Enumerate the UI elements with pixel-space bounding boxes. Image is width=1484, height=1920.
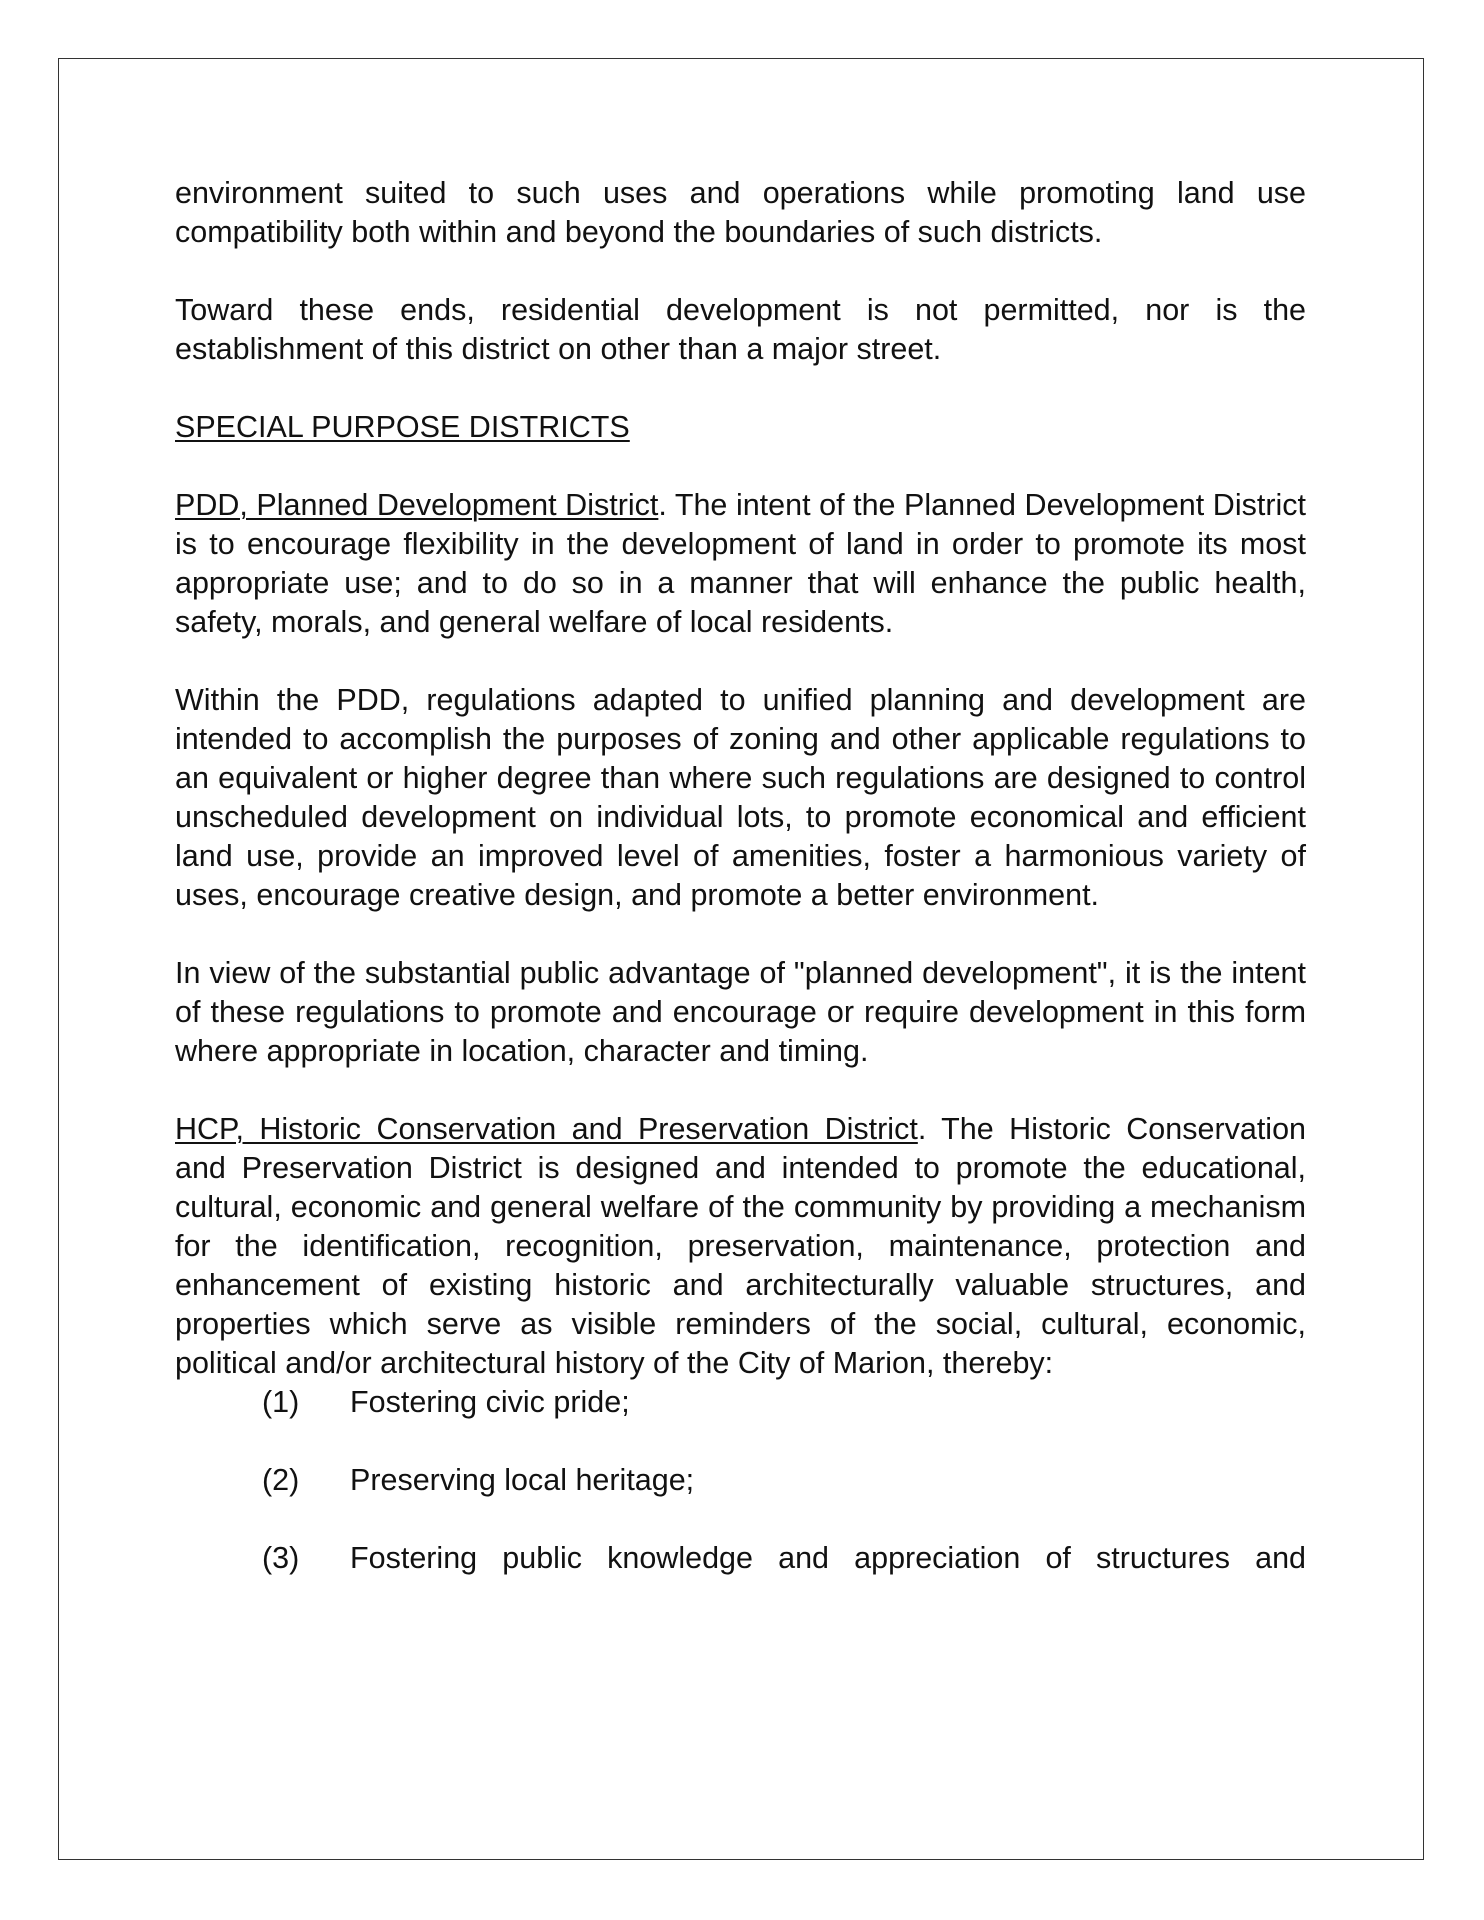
numbered-list bbox=[175, 1383, 1306, 1578]
paragraph-hcp bbox=[175, 1110, 1306, 1383]
paragraph-within-pdd: Within the PDD, regulations adapted to unified planning and development are intended to accomplish the purposes of zoning and other applicable regulations to an equivalent or higher degree than where such regulations are designed to control unscheduled development on individual lots, to promote economical and efficient land use, provide an improved level of amenities, foster a harmonious variety of uses, encourage creative design, and promote a better environment. bbox=[175, 683, 1306, 912]
list-item bbox=[262, 1461, 1306, 1500]
hcp-title: HCP, Historic Conservation and Preservation District bbox=[175, 1112, 918, 1146]
paragraph-environment: environment suited to such uses and operations while promoting land use compatibility both within and beyond the boundaries of such districts. bbox=[175, 176, 1306, 249]
pdd-title: PDD, Planned Development District bbox=[175, 488, 659, 522]
list-item-number: (3) bbox=[262, 1541, 300, 1575]
paragraph-pdd bbox=[175, 486, 1306, 642]
section-heading: SPECIAL PURPOSE DISTRICTS bbox=[175, 410, 630, 444]
list-item bbox=[262, 1383, 1306, 1422]
paragraph-toward-these-ends: Toward these ends, residential development is not permitted, nor is the establishment of this district on other than a major street. bbox=[175, 293, 1306, 366]
list-item-text: Fostering public knowledge and appreciation of structures and bbox=[350, 1541, 1306, 1575]
paragraph-in-view: In view of the substantial public advantage of "planned development", it is the intent of these regulations to promote and encourage or require development in this form where appropriate in location, character and timing. bbox=[175, 956, 1306, 1068]
pdd-body: . The intent of the Planned Development District is to encourage flexibility in the development of land in order to promote its most appropriate use; and to do so in a manner that will enhance the public health, safety, morals, and general welfare of local residents. bbox=[175, 488, 1306, 639]
list-item-number: (1) bbox=[262, 1385, 300, 1419]
document-body bbox=[175, 174, 1306, 1617]
list-item-text: Fostering civic pride; bbox=[350, 1385, 630, 1419]
list-item-number: (2) bbox=[262, 1463, 300, 1497]
list-item bbox=[262, 1539, 1306, 1578]
hcp-body: . The Historic Conservation and Preservation District is designed and intended to promote the educational, cultural, economic and general welfare of the community by providing a mechanism for the identification, recognition, preservation, maintenance, protection and enhancement of existing historic and architecturally valuable structures, and properties which serve as visible reminders of the social, cultural, economic, political and/or architectural history of the City of Marion, thereby: bbox=[175, 1112, 1306, 1380]
list-item-text: Preserving local heritage; bbox=[350, 1463, 695, 1497]
